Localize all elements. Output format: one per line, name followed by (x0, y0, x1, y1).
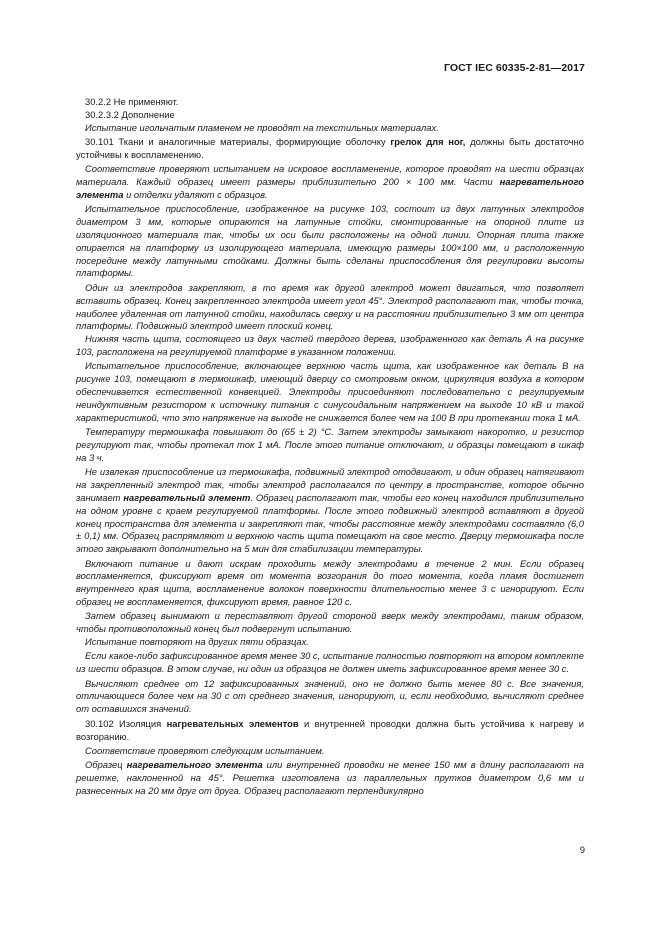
text-run: Температуру термошкафа повышают до (65 ± 2) °С. Затем электроды замыкают накоротко, и резистор регулируют так, чтобы протекал ток 1 мА. После этого питание отключают, и образцы помещают в шкаф на 3 ч. (76, 426, 584, 463)
paragraph (76, 678, 584, 717)
bold-term: нагревательного элемента (76, 176, 584, 200)
bold-term: нагревательных элементов (166, 717, 299, 729)
text-run: Соответствие проверяют следующим испытанием. (85, 744, 325, 756)
paragraph (76, 96, 584, 109)
text-run: . Образец располагают так, чтобы его конец находился приблизительно на одном уровне с краем регулируемой платформы. После этого подвижный электрод вставляют в другой конец пространства для элемента и закрепляют так, чтобы расстояние между электродами составляло (6,0 ± 0,1) мм. Образец распрямляют и верхнюю часть щита помещают на свое место. Дверцу термошкафа после этого закрывают дополнительно на 5 мин для стабилизации температуры. (76, 491, 584, 555)
text-run: Испытательное приспособление, включающее верхнюю часть щита, как изображенное как деталь В на рисунке 103, помещают в термошкаф, имеющий дверцу со смотровым окном, циркуляция воздуха в котором обеспечивается естественной конвекцией. Электроды присоединяют последовательно с регулируемым неиндуктивным резистором к источнику питания с синусоидальным напряжением на выходе 10 кВ и такой характеристикой, что это напряжение на выходе не снижается более чем на 100 В при протекании тока 1 мА. (76, 360, 584, 423)
text-run: 30.102 Изоляция (85, 717, 167, 729)
text-run: Испытание повторяют на других пяти образцах. (85, 636, 309, 648)
text-run: Соответствие проверяют испытанием на искровое воспламенение, которое проводят на шести образцах материала. Каждый образец имеет размеры приблизительно 200 × 100 мм. Части (76, 163, 584, 188)
text-run: Один из электродов закрепляют, в то время как другой электрод может двигаться, что позволяет вставить образец. Конец закрепленного электрода имеет угол 45°. Электрод располагают так, чтобы точка, наиболее удаленная от латунной стойки, находилась сверху и на расстоянии приблизительно 3 мм от центра платформы. Подвижный электрод имеет плоский конец. (76, 281, 584, 332)
text-run: и отделки удаляют с образцов. (123, 188, 268, 200)
text-run: Включают питание и дают искрам проходить между электродами в течение 2 мин. Если образец воспламеняется, фиксируют время от момента возгорания до того момента, когда пламя достигнет внутреннего края щита, воспламенение волокон поверхности длительностью менее 3 с игнорируют. Если образец не воспламеняется, фиксируют время, равное 120 с. (76, 557, 584, 608)
text-run: Затем образец вынимают и переставляют другой стороной вверх между электродами, таким образом, чтобы противоположный конец был подвергнут испытанию. (76, 610, 584, 635)
paragraph (76, 203, 584, 280)
text-run: Не извлекая приспособление из термошкафа, подвижный электрод отодвигают, и один образец натягивают на закрепленный электрод так, чтобы электрод располагался по центру в пространстве, которое обычно занимает (76, 466, 584, 503)
paragraph (76, 282, 584, 333)
text-run: Если какое-либо зафиксированное время менее 30 с, испытание полностью повторяют на втором комплекте из шести образцов. В этом случае, ни один из образцов не должен иметь зафиксированное время менее 30 с. (76, 650, 584, 675)
paragraph (76, 360, 584, 424)
text-run: Вычисляют среднее от 12 зафиксированных значений, оно не должно быть менее 80 с. Все значения, отличающиеся более чем на 30 с от среднего значения, игнорируют, и, если необходимо, вычисляют среднее от оставшихся значений. (76, 677, 584, 715)
paragraph (76, 558, 584, 609)
paragraph (76, 636, 584, 649)
text-run: и внутренней проводки должна быть устойчива к нагреву и возгоранию. (76, 717, 584, 742)
text-run: должны быть достаточно устойчивы к воспламенению. (76, 136, 584, 160)
paragraph (76, 136, 584, 162)
paragraph (76, 650, 584, 676)
text-run: Испытательное приспособление, изображенное на рисунке 103, состоит из двух латунных электродов диаметром 3 мм, которые опираются на латунные стойки, смонтированные на опорной плите из изоляционного материала так, чтобы их оси были расположены на одной линии. Опорная плита также опирается на платформу из изолирующего материала, имеющую размеры 100×100 мм, и расположенную посередине между латунными стойками. Должны быть сделаны приспособления для регулировки высоты платформы. (76, 203, 584, 279)
text-run: 30.2.3.2 Дополнение (85, 108, 175, 120)
bold-term: нагревательный элемент (123, 491, 251, 503)
paragraph (76, 610, 584, 636)
document-code-header: ГОСТ IEC 60335-2-81—2017 (443, 62, 585, 74)
page-number: 9 (579, 845, 585, 856)
document-body (76, 96, 584, 798)
paragraph (76, 163, 584, 202)
text-run: Нижняя часть щита, состоящего из двух частей твердого дерева, изображенного как деталь А на рисунке 103, расположена на регулируемой платформе в указанном положении. (76, 333, 584, 358)
text-run: Испытание игольчатым пламенем не проводят на текстильных материалах. (85, 121, 439, 133)
bold-term: грелок для ног, (390, 136, 466, 148)
text-run: 30.101 Ткани и аналогичные материалы, формирующие оболочку (85, 136, 391, 148)
text-run: 30.2.2 Не применяют. (85, 96, 179, 107)
paragraph (76, 122, 584, 135)
paragraph (76, 333, 584, 359)
paragraph (76, 718, 584, 744)
text-run: Образец (85, 759, 127, 771)
paragraph (76, 426, 584, 465)
text-run: или внутренней проводки не менее 150 мм в длину располагают на решетке, наклоненной на 45°. Решетка изготовлена из параллельных прутков диаметром 0,6 мм и разнесенных на 20 мм друг от друга. Образец располагают перпендикулярно (76, 759, 585, 796)
paragraph (76, 745, 584, 758)
paragraph (76, 109, 584, 122)
bold-term: нагревательного элемента (126, 759, 263, 771)
paragraph (76, 466, 584, 556)
paragraph (76, 759, 584, 798)
